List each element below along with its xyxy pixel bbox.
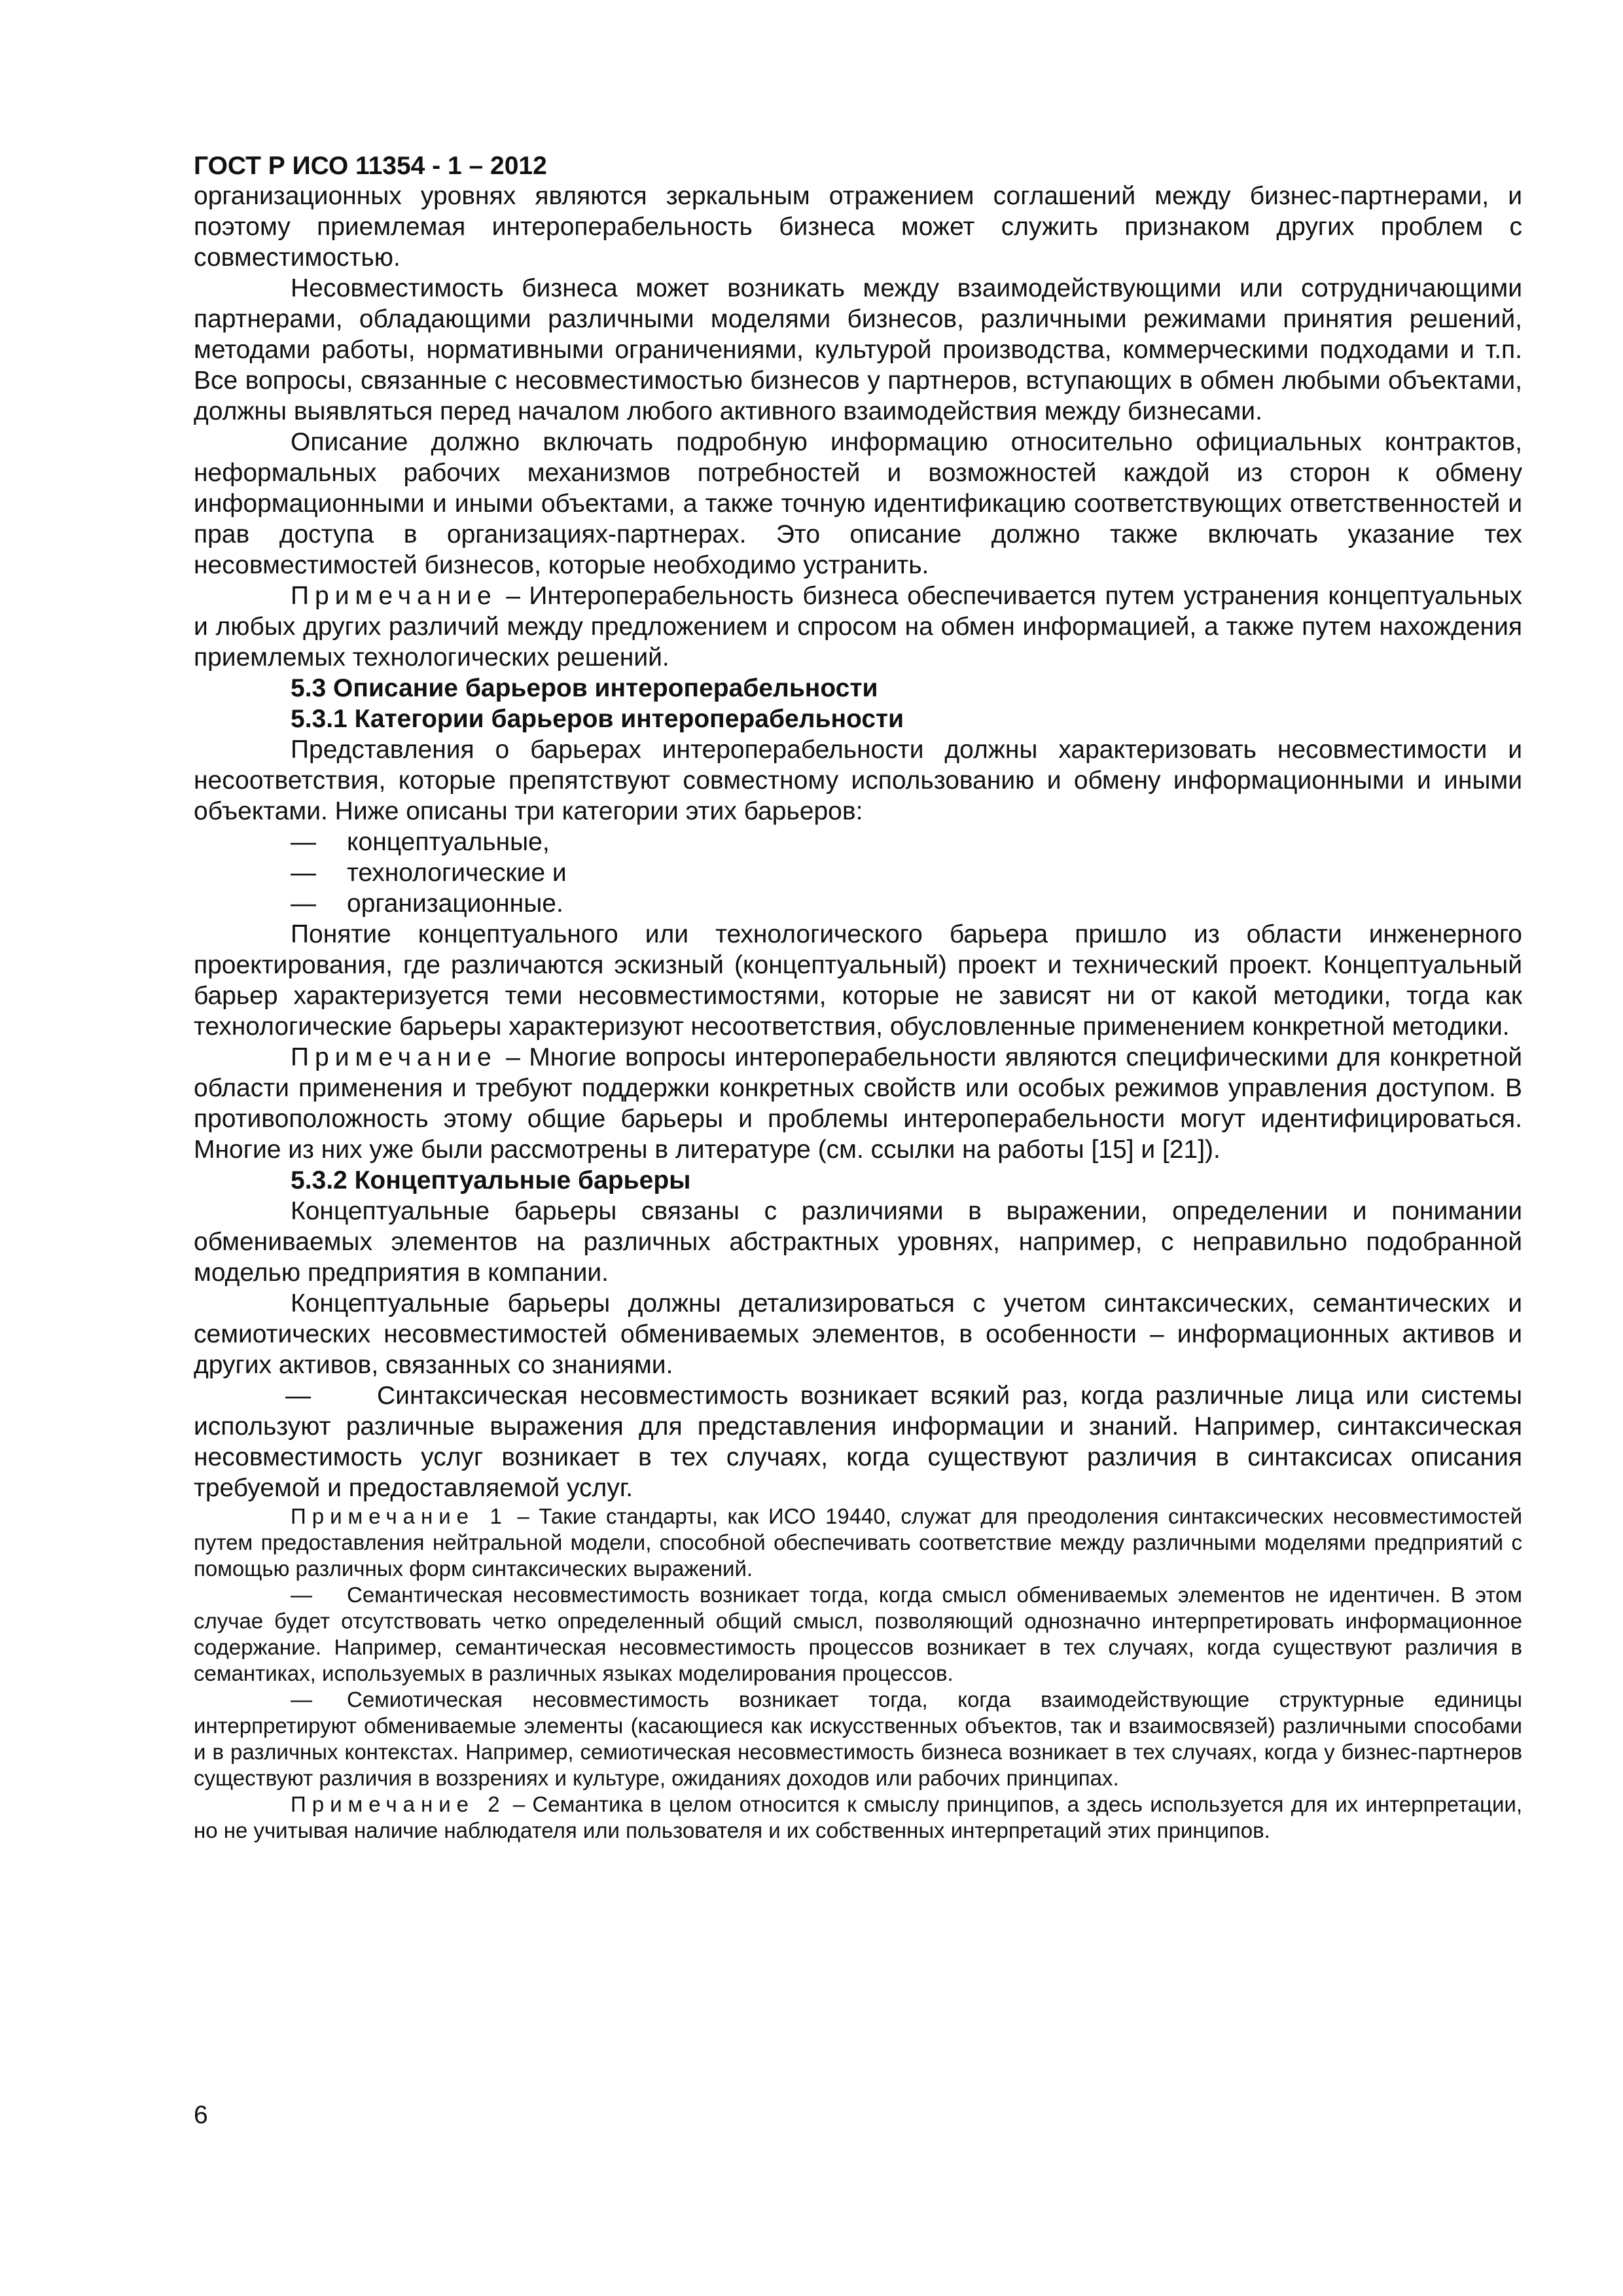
dash-marker: — [291, 889, 316, 918]
note [194, 1503, 1522, 1582]
paragraph [194, 1687, 1522, 1791]
note-text: – Такие стандарты, как ИСО 19440, служат для преодоления синтаксических несовместимостей путем предоставления нейтральной модели, способной обеспечивать соответствие между различными моделями предприятий с помощью различных форм синтаксических выражений. [194, 1504, 1523, 1581]
list-item-text: технологические и [347, 859, 567, 887]
paragraph: Концептуальные барьеры связаны с различиями в выражении, определении и понимании обмениваемых элементов на различных абстрактных уровнях, например, с неправильно подобранной моделью предприятия в компании. [194, 1197, 1522, 1287]
list-item [194, 888, 1522, 919]
paragraph-text: Синтаксическая несовместимость возникает всякий раз, когда различные лица или системы используют различные выражения для представления информации и знаний. Например, синтаксическая несовместимость услуг возникает в тех случаях, когда существуют различия в синтаксисах описания требуемой и предоставляемой услуг. [194, 1382, 1522, 1502]
list-item [194, 827, 1522, 857]
subsection-heading: 5.3.1 Категории барьеров интероперабельности [291, 705, 904, 733]
note-label: Примечание 1 [291, 1504, 508, 1528]
note-label: Примечание 2 [291, 1792, 506, 1816]
note-label: Примечание [291, 1043, 497, 1071]
list-item [194, 857, 1522, 888]
paragraph: Описание должно включать подробную информацию относительно официальных контрактов, неформальных рабочих механизмов потребностей и возможностей каждой из сторон к обмену информационными и иными объектами, а также точную идентификацию соответствующих ответственностей и прав доступа в организациях-партнерах. Это описание должно также включать указание тех несовместимостей бизнесов, которые необходимо устранить. [194, 428, 1522, 579]
dash-marker: — [291, 859, 316, 887]
note [194, 1791, 1522, 1844]
dash-marker: — [285, 1382, 311, 1410]
list-item-text: организационные. [347, 889, 563, 918]
paragraph: Представления о барьерах интероперабельности должны характеризовать несовместимости и несоответствия, которые препятствуют совместному использованию и обмену информационными и иными объектами. Ниже описаны три категории этих барьеров: [194, 736, 1522, 825]
paragraph [194, 1380, 1522, 1503]
note [194, 581, 1522, 673]
note-text: – Семантика в целом относится к смыслу принципов, а здесь используется для их интерпретации, но не учитывая наличие наблюдателя или пользователя и их собственных интерпретаций этих принципов. [194, 1792, 1523, 1842]
paragraph: Несовместимость бизнеса может возникать между взаимодействующими или сотрудничающими партнерами, обладающими различными моделями бизнесов, различными режимами принятия решений, методами работы, нормативными ограничениями, культурой производства, коммерческими подходами и т.п. Все вопросы, связанные с несовместимостью бизнесов у партнеров, вступающих в обмен любыми объектами, должны выявляться перед началом любого активного взаимодействия между бизнесами. [194, 274, 1522, 425]
page-number: 6 [194, 2101, 208, 2129]
paragraph: организационных уровнях являются зеркальным отражением соглашений между бизнес-партнерами, и поэтому приемлемая интероперабельность бизнеса может служить признаком других проблем с совместимостью. [194, 182, 1522, 272]
paragraph-text: Семантическая несовместимость возникает тогда, когда смысл обмениваемых элементов не идентичен. В этом случае будет отсутствовать четко определенный общий смысл, позволяющий однозначно интерпретировать информационное содержание. Например, семантическая несовместимость процессов возникает в тех случаях, когда существуют различия в семантиках, используемых в различных языках моделирования процессов. [194, 1583, 1522, 1685]
dash-marker: — [291, 1583, 312, 1607]
dash-marker: — [291, 1687, 312, 1712]
note [194, 1042, 1522, 1165]
paragraph-text: Семиотическая несовместимость возникает тогда, когда взаимодействующие структурные единицы интерпретируют обмениваемые элементы (касающиеся как искусственных объектов, так и взаимосвязей) различными способами и в различных контекстах. Например, семиотическая несовместимость бизнеса возникает в тех случаях, когда у бизнес-партнеров существуют различия в воззрениях и культуре, ожиданиях доходов или рабочих принципах. [194, 1687, 1522, 1790]
paragraph: Понятие концептуального или технологического барьера пришло из области инженерного проектирования, где различаются эскизный (концептуальный) проект и технический проект. Концептуальный барьер характеризуется теми несовместимостями, которые не зависят ни от какой методики, тогда как технологические барьеры характеризуют несоответствия, обусловленные применением конкретной методики. [194, 920, 1522, 1041]
document-header: ГОСТ Р ИСО 11354 - 1 – 2012 [194, 152, 547, 180]
note-label: Примечание [291, 582, 497, 610]
subsection-heading: 5.3.2 Концептуальные барьеры [291, 1166, 691, 1194]
paragraph: Концептуальные барьеры должны детализироваться с учетом синтаксических, семантических и семиотических несовместимостей обмениваемых элементов, в особенности – информационных активов и других активов, связанных со знаниями. [194, 1289, 1522, 1379]
document-page [194, 152, 1522, 2233]
list-item-text: концептуальные, [347, 828, 550, 856]
note-text: – Многие вопросы интероперабельности являются специфическими для конкретной области применения и требуют поддержки конкретных свойств или особых режимов управления доступом. В противоположность этому общие барьеры и проблемы интероперабельности могут идентифицироваться. Многие из них уже были рассмотрены в литературе (см. ссылки на работы [15] и [21]). [194, 1043, 1522, 1164]
note-text: – Интероперабельность бизнеса обеспечивается путем устранения концептуальных и любых других различий между предложением и спросом на обмен информацией, а также путем нахождения приемлемых технологических решений. [194, 582, 1522, 672]
section-heading: 5.3 Описание барьеров интероперабельности [291, 674, 878, 702]
paragraph [194, 1582, 1522, 1687]
dash-marker: — [291, 828, 316, 856]
